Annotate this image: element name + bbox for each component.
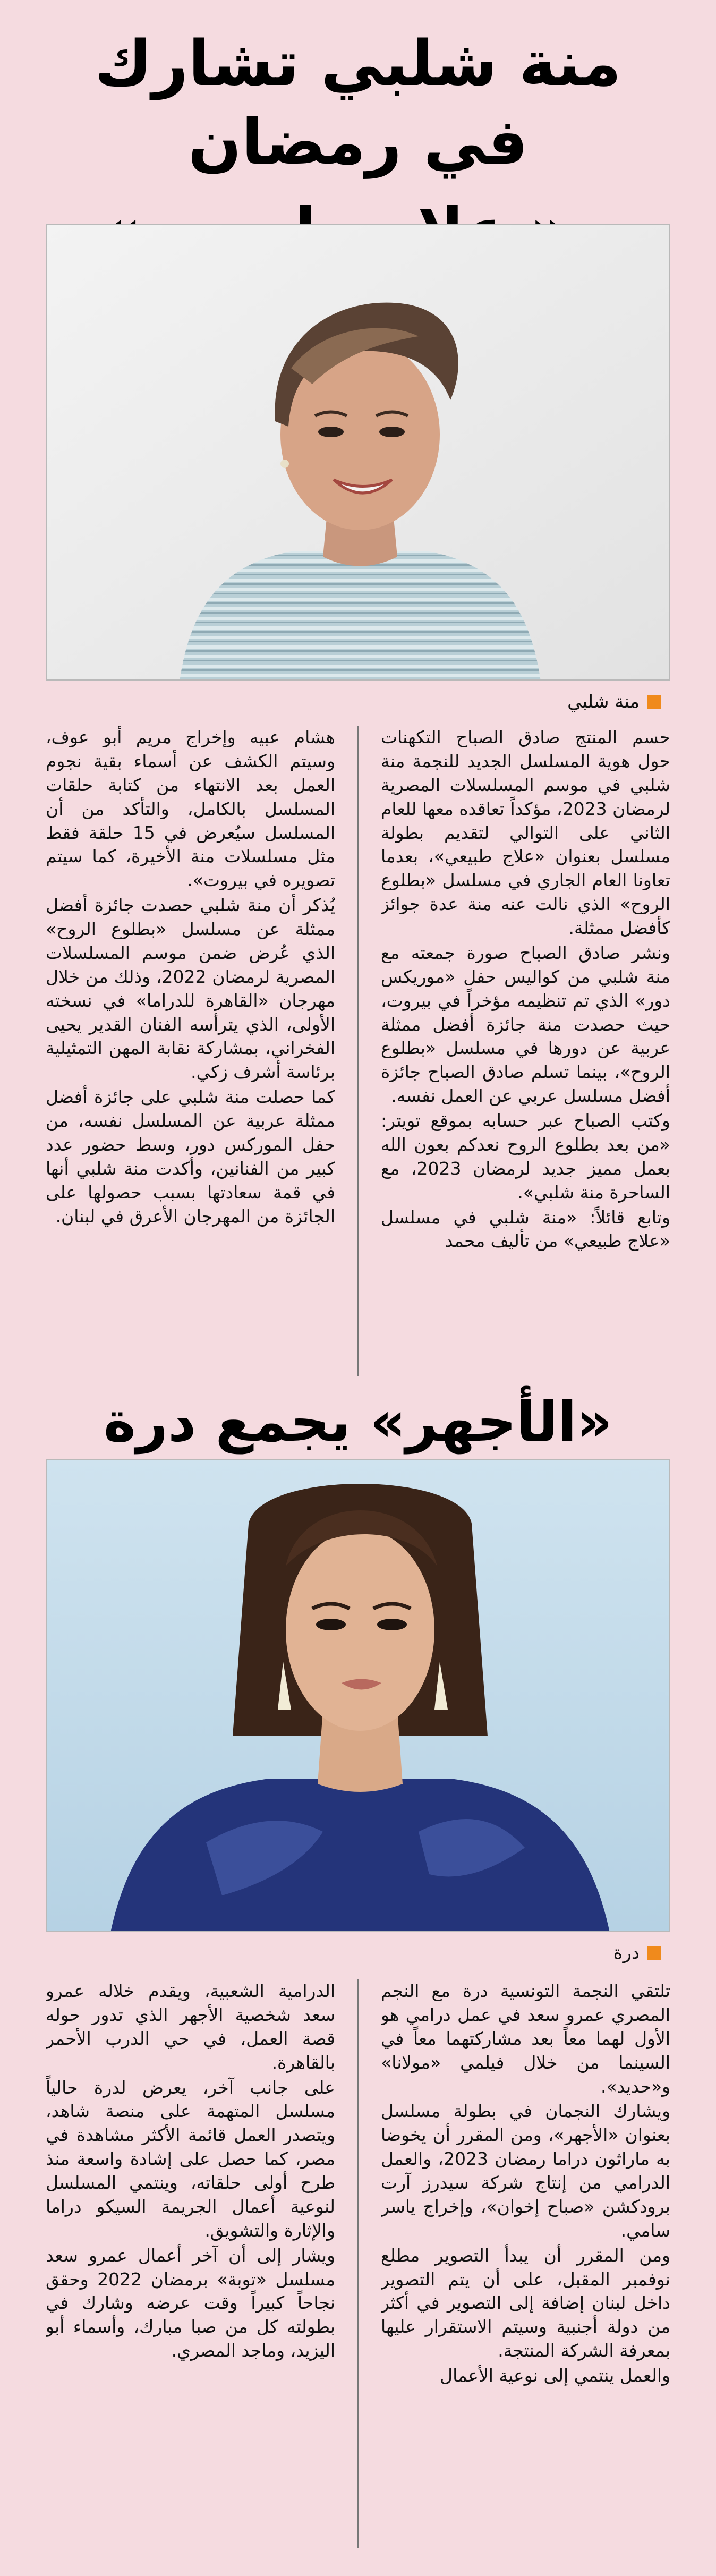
article-1-column-left bbox=[46, 726, 335, 1376]
photo-caption-1 bbox=[567, 691, 661, 712]
column-divider bbox=[357, 726, 359, 1376]
paragraph: هشام عبيه وإخراج مريم أبو عوف، وسيتم الكشف عن أسماء بقية نجوم العمل بعد الانتهاء من كتابة حلقات المسلسل بالكامل، والتأكد من أن المسلسل سيُعرض في 15 حلقة فقط مثل مسلسلات منة الأخيرة، كما سيتم تصويره في بيروت». bbox=[46, 727, 335, 891]
article-2-column-left bbox=[46, 1979, 335, 2548]
caption-square-icon bbox=[647, 695, 661, 709]
newspaper-page bbox=[39, 14, 677, 2558]
paragraph: يُذكر أن منة شلبي حصدت جائزة أفضل ممثلة عن مسلسل «بطلوع الروح» الذي عُرض ضمن موسم المسلسلات المصرية لرمضان 2022، وذلك من خلال مهرجان «القاهرة للدراما» في نسخته الأولى، الذي يترأسه الفنان القدير يحيى الفخراني، بمشاركة نقابة المهن التمثيلية برئاسة أشرف زكي. bbox=[46, 895, 335, 1083]
paragraph: ويشار إلى أن آخر أعمال عمرو سعد مسلسل «توبة» برمضان 2022 وحقق نجاحاً كبيراً وقت عرضه وشارك في بطولته كل من صبا مبارك، وأسماء أبو اليزيد، وماجد المصري. bbox=[46, 2245, 335, 2361]
photo-mona-shalaby bbox=[46, 224, 670, 681]
paragraph: وتابع قائلاً: «منة شلبي في مسلسل «علاج طبيعي» من تأليف محمد bbox=[381, 1206, 670, 1252]
column-divider bbox=[357, 1979, 359, 2548]
photo-dorra bbox=[46, 1459, 670, 1932]
portrait-woman-image bbox=[47, 1460, 670, 1932]
paragraph: والعمل ينتمي إلى نوعية الأعمال bbox=[440, 2365, 670, 2386]
paragraph: على جانب آخر، يعرض لدرة حالياً مسلسل المتهمة على منصة شاهد، ويتصدر العمل قائمة الأكثر مشاهدة في مصر، كما حصل على إشادة واسعة منذ طرح أولى حلقاته، وينتمي المسلسل لنوعية أعمال الجريمة السيكو دراما والإثارة والتشويق. bbox=[46, 2077, 335, 2241]
article-2-column-right bbox=[381, 1979, 670, 2548]
paragraph: ونشر صادق الصباح صورة جمعته مع منة شلبي من كواليس حفل «موريكس دور» الذي تم تنظيمه مؤخراً في بيروت، حيث حصدت منة جائزة أفضل ممثلة عربية عن دورها في مسلسل «بطلوع الروح»، بينما تسلم صادق الصباح جائزة أفضل مسلسل عربي عن العمل نفسه. bbox=[381, 942, 670, 1107]
paragraph: كما حصلت منة شلبي على جائزة أفضل ممثلة عربية عن المسلسل نفسه، من حفل الموركس دور، وسط حضور عدد كبير من الفنانين، وأكدت منة شلبي أنها في قمة سعادتها بسبب حصولها على الجائزة من المهرجان الأعرق في لبنان. bbox=[46, 1086, 335, 1227]
headline-line-1: منة شلبي تشارك في رمضان bbox=[95, 27, 621, 178]
paragraph: وكتب الصباح عبر حسابه بموقع تويتر: «من بعد بطلوع الروح نعدكم بعون الله بعمل مميز جديد لرمضان 2023، مع الساحرة منة شلبي». bbox=[381, 1110, 670, 1203]
paragraph: تلتقي النجمة التونسية درة مع النجم المصري عمرو سعد في عمل درامي هو الأول لهما معاً بعد مشاركتهما معاً في السينما من خلال فيلمي «مولانا» و«حديد». bbox=[381, 1980, 670, 2097]
caption-square-icon bbox=[647, 1946, 661, 1960]
paragraph: ومن المقرر أن يبدأ التصوير مطلع نوفمبر المقبل، على أن يتم التصوير داخل لبنان إضافة إلى التصوير في أكثر من دولة أجنبية وسيتم الاستقرار عليها بمعرفة الشركة المنتجة. bbox=[381, 2245, 670, 2361]
caption-text: درة bbox=[613, 1942, 640, 1963]
caption-text: منة شلبي bbox=[567, 691, 640, 712]
article-1-column-right bbox=[381, 726, 670, 1376]
photo-caption-2 bbox=[613, 1942, 661, 1963]
article-1-body bbox=[46, 726, 670, 1376]
paragraph: الدرامية الشعبية، ويقدم خلاله عمرو سعد شخصية الأجهر الذي تدور حوله قصة العمل، في حي الدرب الأحمر بالقاهرة. bbox=[46, 1980, 335, 2073]
paragraph: ويشارك النجمان في بطولة مسلسل بعنوان «الأجهر»، ومن المقرر أن يخوضا به ماراثون دراما رمضان 2023، والعمل الدرامي من إنتاج شركة سيدرز آرت برودكشن «صباح إخوان»، وإخراج ياسر سامي. bbox=[381, 2101, 670, 2241]
paragraph: حسم المنتج صادق الصباح التكهنات حول هوية المسلسل الجديد للنجمة منة شلبي في موسم المسلسلات المصرية لرمضان 2023، مؤكداً تعاقده معها للعام الثاني على التوالي لتقديم بطولة مسلسل بعنوان «علاج طبيعي»، بعدما تعاونا العام الجاري في مسلسل «بطلوع الروح» الذي نالت عنه منة عدة جوائز كأفضل ممثلة. bbox=[381, 727, 670, 938]
headline: «الأجهر» يجمع درة bbox=[103, 1389, 613, 1454]
article-2-body bbox=[46, 1979, 670, 2548]
portrait-woman-image bbox=[47, 225, 670, 681]
